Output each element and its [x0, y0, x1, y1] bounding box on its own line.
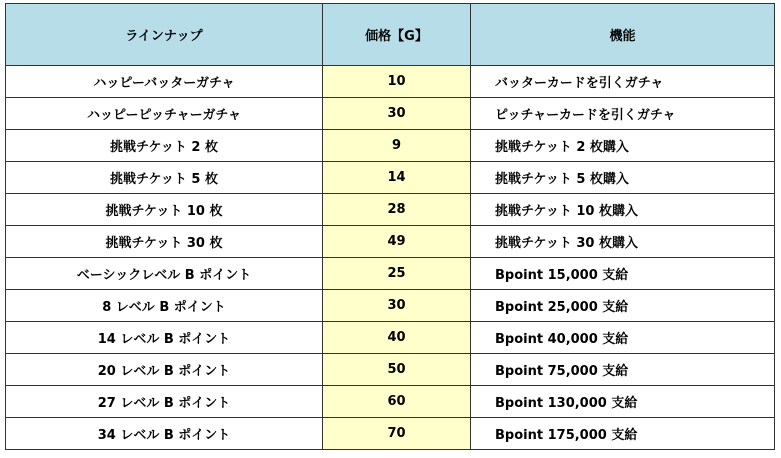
- price-cell: 10: [323, 66, 471, 98]
- header-lineup: ラインナップ: [6, 4, 323, 66]
- lineup-name-cell: 8 レベル B ポイント: [6, 290, 323, 322]
- function-cell: バッターカードを引くガチャ: [471, 66, 775, 98]
- function-cell: Bpoint 40,000 支給: [471, 322, 775, 354]
- table-row: [6, 194, 775, 226]
- price-cell: 70: [323, 418, 471, 450]
- price-cell: 28: [323, 194, 471, 226]
- function-cell: 挑戦チケット 5 枚購入: [471, 162, 775, 194]
- lineup-name-cell: ハッピーピッチャーガチャ: [6, 98, 323, 130]
- price-cell: 14: [323, 162, 471, 194]
- function-cell: ピッチャーカードを引くガチャ: [471, 98, 775, 130]
- header-function: 機能: [471, 4, 775, 66]
- lineup-name-cell: 14 レベル B ポイント: [6, 322, 323, 354]
- table-body: [6, 66, 775, 450]
- function-cell: 挑戦チケット 30 枚購入: [471, 226, 775, 258]
- function-cell: Bpoint 25,000 支給: [471, 290, 775, 322]
- function-cell: 挑戦チケット 10 枚購入: [471, 194, 775, 226]
- table-row: [6, 386, 775, 418]
- table-row: [6, 162, 775, 194]
- table-row: [6, 322, 775, 354]
- table-row: [6, 258, 775, 290]
- price-cell: 40: [323, 322, 471, 354]
- price-cell: 30: [323, 98, 471, 130]
- lineup-name-cell: ハッピーバッターガチャ: [6, 66, 323, 98]
- header-price: 価格【G】: [323, 4, 471, 66]
- function-cell: Bpoint 75,000 支給: [471, 354, 775, 386]
- price-cell: 25: [323, 258, 471, 290]
- table-row: [6, 290, 775, 322]
- table-row: [6, 98, 775, 130]
- table-row: [6, 354, 775, 386]
- table-row: [6, 66, 775, 98]
- price-cell: 30: [323, 290, 471, 322]
- header-row: [6, 4, 775, 66]
- lineup-name-cell: 27 レベル B ポイント: [6, 386, 323, 418]
- table-row: [6, 226, 775, 258]
- lineup-name-cell: 34 レベル B ポイント: [6, 418, 323, 450]
- lineup-name-cell: 挑戦チケット 2 枚: [6, 130, 323, 162]
- table-row: [6, 130, 775, 162]
- price-cell: 50: [323, 354, 471, 386]
- lineup-name-cell: 20 レベル B ポイント: [6, 354, 323, 386]
- price-cell: 9: [323, 130, 471, 162]
- lineup-name-cell: 挑戦チケット 10 枚: [6, 194, 323, 226]
- lineup-table-container: [5, 3, 775, 450]
- lineup-name-cell: ベーシックレベル B ポイント: [6, 258, 323, 290]
- function-cell: 挑戦チケット 2 枚購入: [471, 130, 775, 162]
- function-cell: Bpoint 130,000 支給: [471, 386, 775, 418]
- table-header: [6, 4, 775, 66]
- lineup-name-cell: 挑戦チケット 5 枚: [6, 162, 323, 194]
- lineup-price-table: [5, 3, 775, 450]
- price-cell: 60: [323, 386, 471, 418]
- lineup-name-cell: 挑戦チケット 30 枚: [6, 226, 323, 258]
- price-cell: 49: [323, 226, 471, 258]
- function-cell: Bpoint 15,000 支給: [471, 258, 775, 290]
- table-row: [6, 418, 775, 450]
- function-cell: Bpoint 175,000 支給: [471, 418, 775, 450]
